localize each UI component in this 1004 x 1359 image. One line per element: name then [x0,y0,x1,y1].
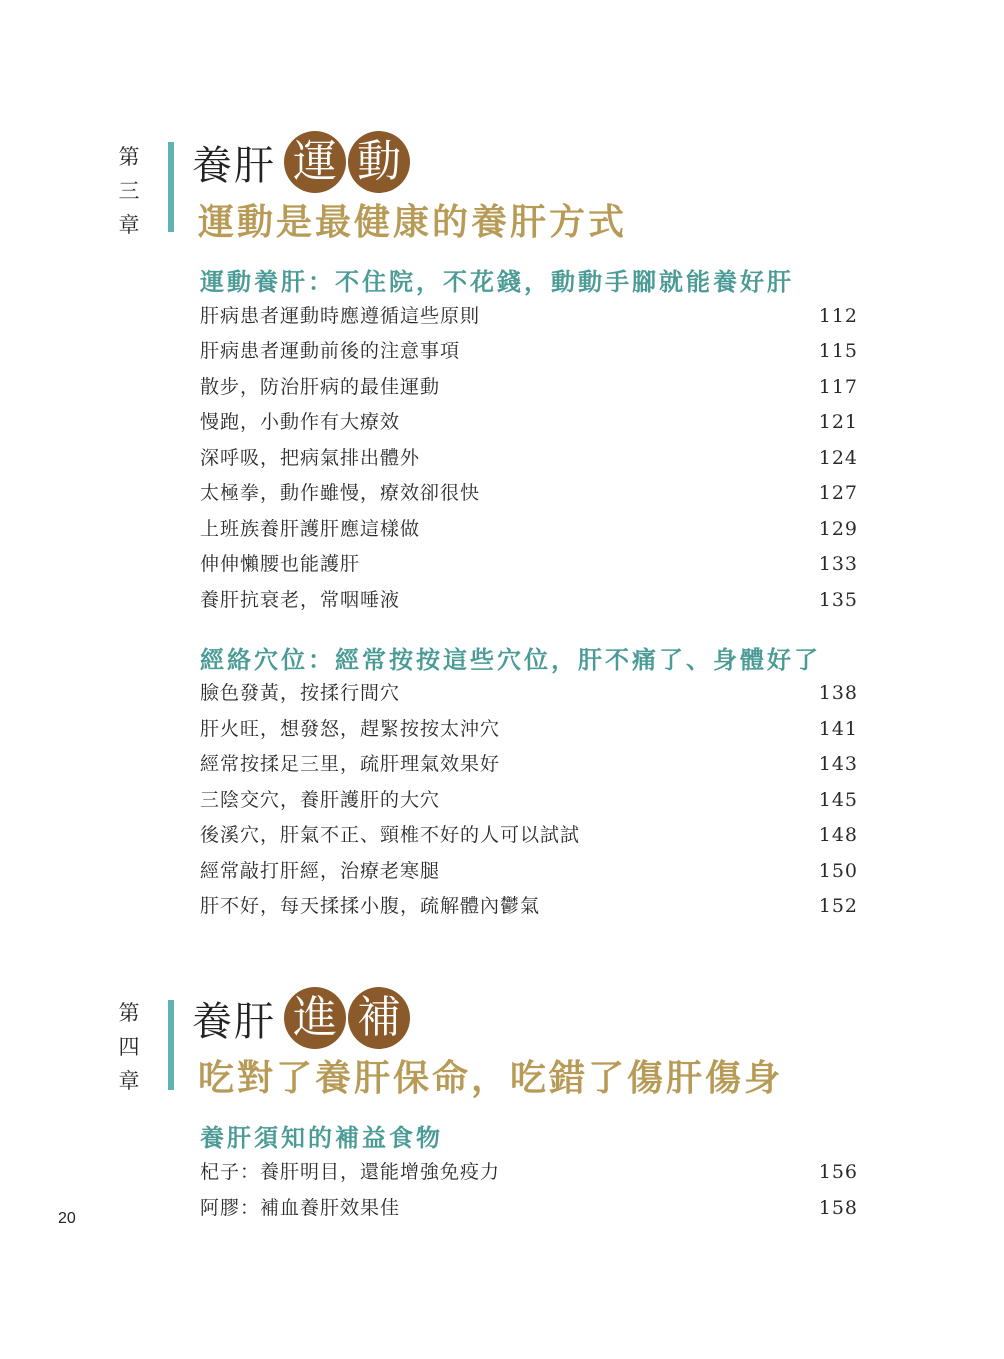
chapter-title-circle: 運 [284,131,346,193]
toc-entry-title: 養肝抗衰老，常咽唾液 [200,589,401,611]
toc-entry-title: 散步，防治肝病的最佳運動 [200,376,441,398]
chapter-title-circle: 動 [348,131,410,193]
toc-entry-title: 肝火旺，想發怒，趕緊按按太沖穴 [200,718,501,740]
toc-entry-page: 148 [818,824,858,846]
toc-entry-title: 伸伸懶腰也能護肝 [200,553,361,575]
toc-entry[interactable] [200,407,858,437]
chapter-title [192,130,412,194]
chapter-label [116,996,142,1098]
toc-entry-page: 143 [818,753,858,775]
toc-entry-title: 上班族養肝護肝應這樣做 [200,518,421,540]
toc-entry-page: 121 [818,411,858,433]
chapter-title-prefix: 養肝 [192,998,276,1045]
toc-entry-page: 138 [818,682,858,704]
toc-entry-page: 124 [818,447,858,469]
toc-entry-title: 肝不好，每天揉揉小腹，疏解體內鬱氣 [200,895,541,917]
chapter-accent-bar [168,142,174,232]
section-title: 經絡穴位：經常按按這些穴位，肝不痛了、身體好了 [200,645,821,674]
toc-entry-title: 肝病患者運動前後的注意事項 [200,340,461,362]
toc-entry-title: 太極拳，動作雖慢，療效卻很快 [200,482,481,504]
chapter-title [192,986,412,1050]
toc-entry-title: 經常按揉足三里，疏肝理氣效果好 [200,753,501,775]
toc-entry[interactable] [200,785,858,815]
toc-entry[interactable] [200,1157,858,1187]
toc-entry-title: 阿膠：補血養肝效果佳 [200,1197,401,1219]
chapter-label-char: 三 [118,179,140,203]
toc-entry-title: 臉色發黃，按揉行間穴 [200,682,401,704]
toc-entry-page: 117 [818,376,858,398]
toc-entry-title: 三陰交穴，養肝護肝的大穴 [200,789,441,811]
section-title: 運動養肝：不住院，不花錢，動動手腳就能養好肝 [200,267,794,296]
toc-entry-page: 152 [818,895,858,917]
toc-entry[interactable] [200,336,858,366]
toc-entry-title: 慢跑，小動作有大療效 [200,411,401,433]
toc-entry[interactable] [200,443,858,473]
toc-entry-title: 肝病患者運動時應遵循這些原則 [200,305,481,327]
toc-entry[interactable] [200,478,858,508]
toc-entry-title: 深呼吸，把病氣排出體外 [200,447,421,469]
toc-entry-title: 後溪穴，肝氣不正、頸椎不好的人可以試試 [200,824,581,846]
toc-entry[interactable] [200,714,858,744]
toc-entry-page: 158 [818,1197,858,1219]
toc-entry[interactable] [200,749,858,779]
chapter-title-circle: 補 [348,987,410,1049]
chapter-title-circle: 進 [284,987,346,1049]
toc-entry[interactable] [200,1193,858,1223]
toc-entry-page: 141 [818,718,858,740]
toc-entry-page: 156 [818,1161,858,1183]
toc-entry[interactable] [200,891,858,921]
chapter-label [116,140,142,242]
toc-entry[interactable] [200,372,858,402]
chapter-subtitle: 運動是最健康的養肝方式 [198,201,628,243]
toc-entry-title: 杞子：養肝明目，還能增強免疫力 [200,1161,501,1183]
chapter-label-char: 第 [118,1001,140,1025]
chapter-accent-bar [168,1000,174,1090]
chapter-label-char: 章 [118,213,140,237]
toc-entry[interactable] [200,856,858,886]
toc-entry-page: 129 [818,518,858,540]
toc-entry[interactable] [200,549,858,579]
toc-entry[interactable] [200,585,858,615]
chapter-label-char: 第 [118,145,140,169]
toc-entry[interactable] [200,514,858,544]
toc-entry-page: 145 [818,789,858,811]
toc-entry-page: 135 [818,589,858,611]
toc-entry-page: 133 [818,553,858,575]
toc-entry[interactable] [200,301,858,331]
toc-entry[interactable] [200,678,858,708]
section-title: 養肝須知的補益食物 [200,1123,443,1152]
page-number: 20 [58,1210,76,1227]
toc-entry-title: 經常敲打肝經，治療老寒腿 [200,860,441,882]
chapter-subtitle: 吃對了養肝保命，吃錯了傷肝傷身 [198,1057,784,1099]
toc-entry-page: 115 [818,340,858,362]
chapter-label-char: 章 [118,1069,140,1093]
toc-entry-page: 112 [818,305,858,327]
toc-entry[interactable] [200,820,858,850]
toc-entry-page: 127 [818,482,858,504]
chapter-label-char: 四 [118,1035,140,1059]
chapter-title-prefix: 養肝 [192,142,276,189]
toc-entry-page: 150 [818,860,858,882]
